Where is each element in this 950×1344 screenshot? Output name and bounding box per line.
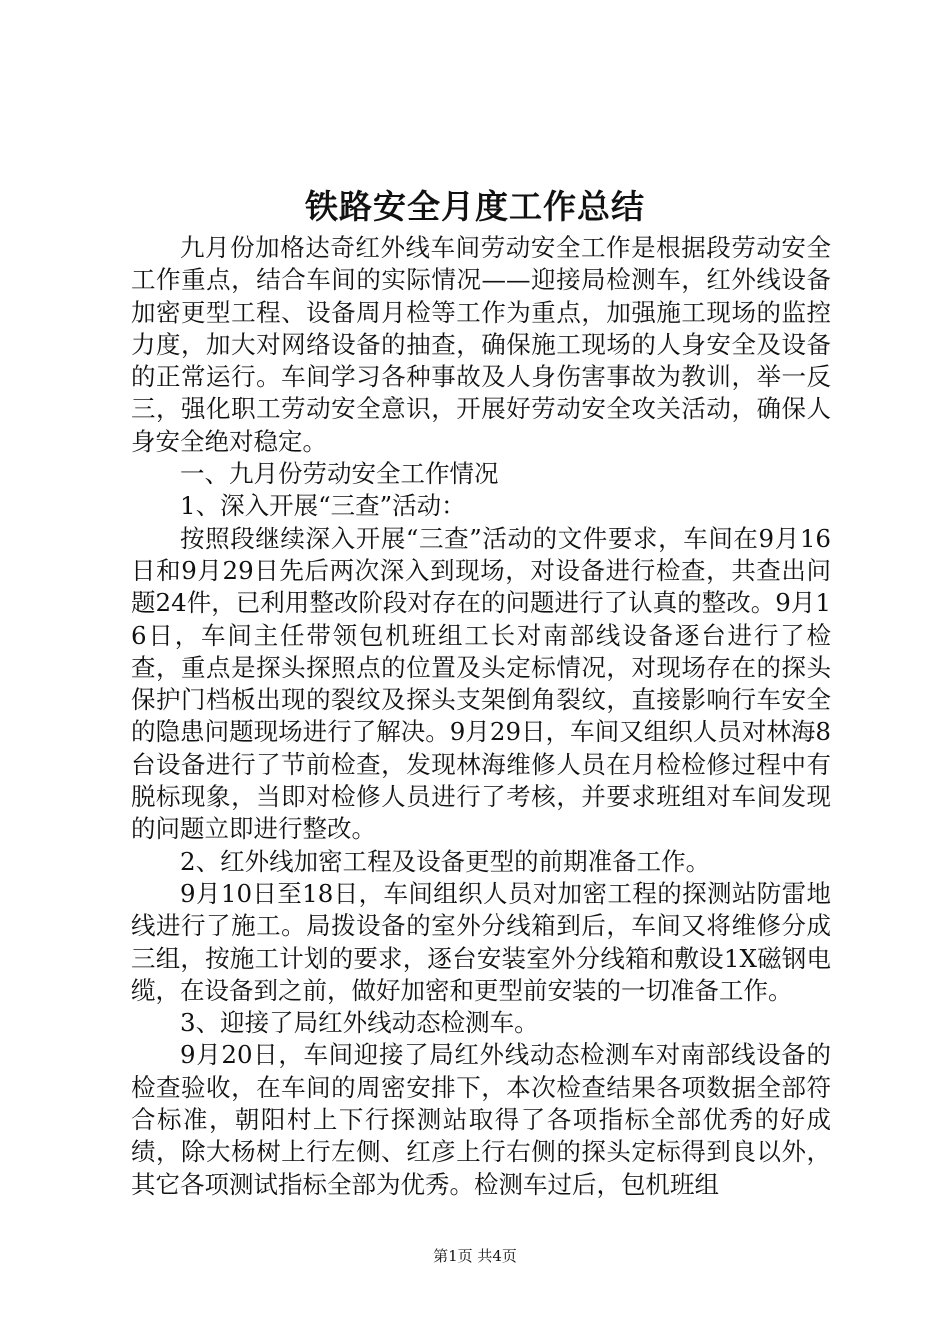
paragraph-intro: 九月份加格达奇红外线车间劳动安全工作是根据段劳动安全工作重点，结合车间的实际情况——迎接局检测车，红外线设备加密更型工程、设备周月检等工作为重点，加强施工现场的监控力度，加大对网络设备的抽查，确保施工现场的人身安全及设备的正常运行。车间学习各种事故及人身伤害事故为教训，举一反三，强化职工劳动安全意识，开展好劳动安全攻关活动，确保人身安全绝对稳定。 <box>131 233 831 456</box>
page-footer: 第1页 共4页 <box>433 1247 517 1265</box>
document-body <box>131 232 831 1201</box>
document-title: 铁路安全月度工作总结 <box>305 187 645 226</box>
paragraph-three-checks: 按照段继续深入开展“三查”活动的文件要求，车间在9月16日和9月29日先后两次深入到现场，对设备进行检查，共查出问题24件，已利用整改阶段对存在的问题进行了认真的整改。9月16日，车间主任带领包机班组工长对南部线设备逐台进行了检查，重点是探头探照点的位置及头定标情况，对现场存在的探头保护门档板出现的裂纹及探头支架倒角裂纹，直接影响行车安全的隐患问题现场进行了解决。9月29日，车间又组织人员对林海8台设备进行了节前检查，发现林海维修人员在月检检修过程中有脱标现象，当即对检修人员进行了考核，并要求班组对车间发现的问题立即进行整改。 <box>131 523 831 844</box>
paragraph-inspection-car: 9月20日，车间迎接了局红外线动态检测车对南部线设备的检查验收，在车间的周密安排下，本次检查结果各项数据全部符合标准，朝阳村上下行探测站取得了各项指标全部优秀的好成绩，除大杨树上行左侧、红彦上行右侧的探头定标得到良以外，其它各项测试指标全部为优秀。检测车过后，包机班组 <box>131 1040 831 1199</box>
subheading-2: 2、红外线加密工程及设备更型的前期准备工作。 <box>180 846 711 876</box>
subheading-3: 3、迎接了局红外线动态检测车。 <box>180 1008 539 1038</box>
section-heading-1: 一、九月份劳动安全工作情况 <box>180 459 499 489</box>
subheading-1: 1、深入开展“三查”活动： <box>180 491 466 521</box>
paragraph-encryption-project: 9月10日至18日，车间组织人员对加密工程的探测站防雷地线进行了施工。局拨设备的室外分线箱到后，车间又将维修分成三组，按施工计划的要求，逐台安装室外分线箱和敷设1X磁钢电缆，在设备到之前，做好加密和更型前安装的一切准备工作。 <box>131 878 831 1005</box>
